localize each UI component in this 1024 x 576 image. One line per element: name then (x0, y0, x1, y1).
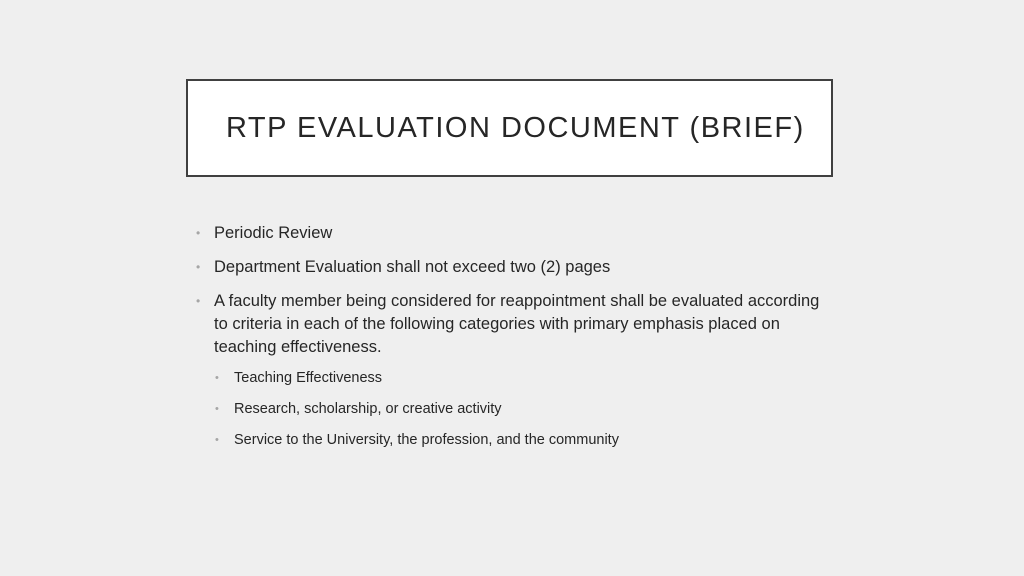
sub-bullet-icon: • (215, 372, 219, 384)
sub-bullet-item (215, 368, 836, 388)
bullet-text: Periodic Review (214, 224, 333, 242)
bullet-text: A faculty member being considered for reappointment shall be evaluated according to criteria in each of the following categories with primary emphasis placed on teaching effectiveness. (214, 292, 820, 356)
sub-bullet-item (215, 399, 836, 419)
bullet-icon: • (196, 294, 201, 308)
sub-bullet-text: Teaching Effectiveness (234, 370, 383, 386)
sub-bullet-text: Service to the University, the profession, and the community (234, 432, 619, 448)
sub-bullet-text: Research, scholarship, or creative activity (234, 401, 502, 417)
slide-content (196, 222, 836, 461)
sub-bullet-item (215, 430, 836, 450)
bullet-list (196, 222, 836, 450)
bullet-icon: • (196, 260, 201, 274)
title-box (186, 79, 833, 177)
bullet-item (196, 256, 836, 279)
bullet-icon: • (196, 226, 201, 240)
bullet-item (196, 290, 836, 450)
sub-bullet-list (215, 368, 836, 450)
sub-bullet-icon: • (215, 403, 219, 415)
sub-bullet-icon: • (215, 434, 219, 446)
bullet-item (196, 222, 836, 245)
bullet-text: Department Evaluation shall not exceed two (2) pages (214, 258, 611, 276)
slide-title: RTP EVALUATION DOCUMENT (BRIEF) (226, 111, 805, 144)
